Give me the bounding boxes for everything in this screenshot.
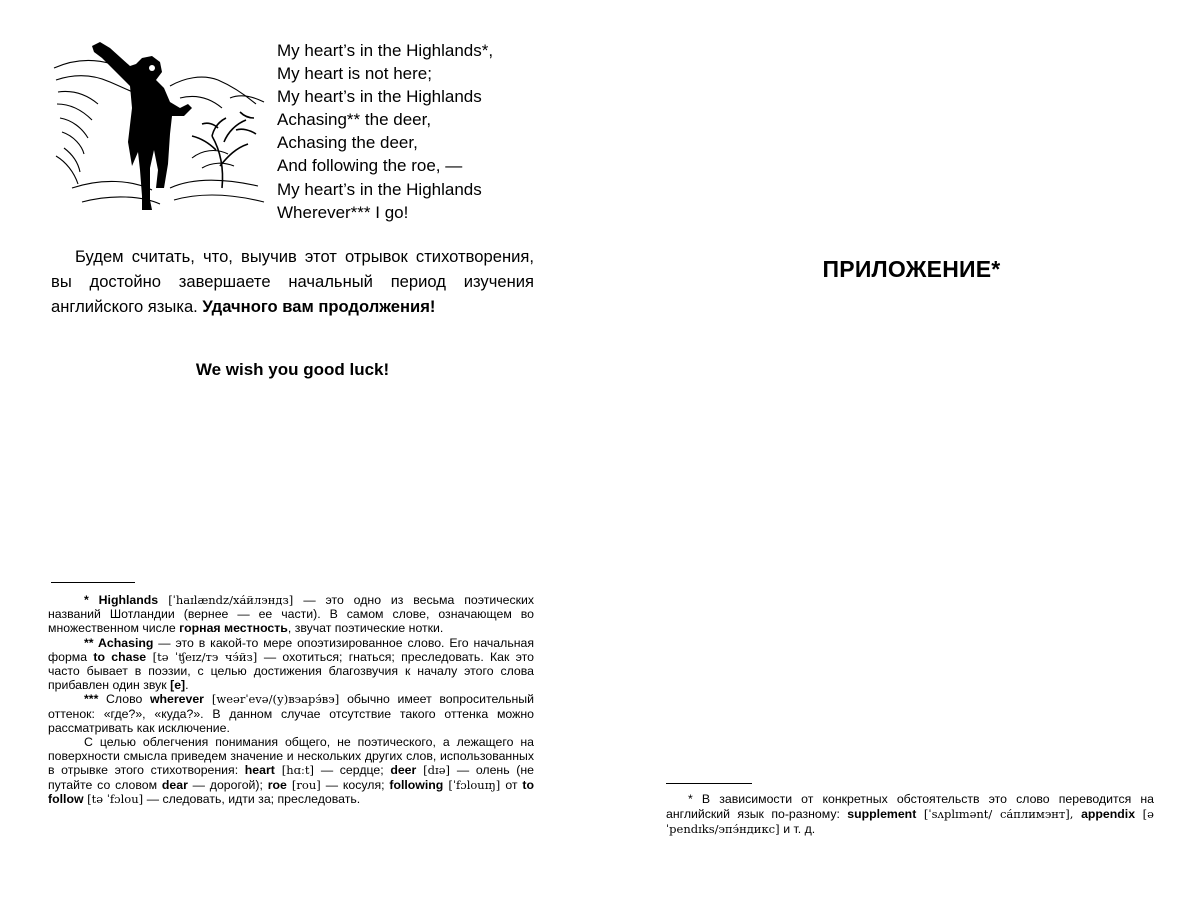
woman-in-highlands-illustration	[52, 38, 270, 213]
poem-line: Wherever*** I go!	[277, 202, 409, 222]
vocab-word: heart	[244, 763, 275, 778]
closing-paragraph	[51, 244, 534, 319]
vocab-gloss: — дорогой);	[187, 777, 268, 792]
poem-line: My heart is not here;	[277, 64, 432, 84]
footnote-text: С целью облегчения понимания общего, не поэтического, а лежащего на поверхности смысла приведем значение и нескольких других слов, использованных в отрывке этого стихотворения:	[48, 735, 534, 778]
footnote-text: — охотиться; гнаться; преследовать. Как это часто бывает в поэзии, с целью достижения благозвучия к началу этого слова прибавлен один звук	[48, 649, 534, 693]
poem-line: Achasing the deer,	[277, 133, 418, 153]
footnote-term: Achasing	[98, 635, 154, 650]
vocab-gloss: — сердце;	[320, 763, 391, 778]
footnote-wherever	[48, 692, 534, 735]
closing-paragraph-text: Будем считать, что, выучив этот отрывок стихотворения, вы достойно завершаете начальный период изучения английского языка.	[51, 247, 534, 316]
vocab-word: appendix	[1081, 807, 1136, 821]
vocab-word: deer	[390, 763, 417, 778]
footnote-text: обычно имеет вопросительный оттенок: «где?», «куда?». В данном случае отсутствие такого оттенка можно рассматривать как исключение.	[48, 692, 534, 735]
vocab-word: to follow	[48, 777, 534, 806]
footnote-term: wherever	[149, 692, 204, 707]
good-luck-heading: We wish you good luck!	[195, 360, 390, 379]
footnote-emphasis: to chase	[93, 649, 147, 664]
footnote-marker: ***	[84, 692, 107, 707]
footnote-emphasis: [e]	[170, 678, 186, 693]
footnote-marker: *	[84, 593, 99, 607]
footnote-text: — это в какой-то мере опоэтизированное слово. Его начальная форма	[48, 635, 535, 664]
appendix-title: ПРИЛОЖЕНИЕ*	[822, 256, 1001, 282]
footnote-text: Слово	[106, 692, 150, 707]
footnote-marker: **	[84, 635, 99, 650]
vocab-word: following	[389, 777, 444, 792]
transcription: [dɪə]	[416, 763, 457, 778]
vocab-word: roe	[267, 777, 287, 792]
vocab-word: supplement	[847, 807, 917, 821]
poem-line: My heart’s in the Highlands	[277, 87, 482, 107]
footnote-text: * В зависимости от конкретных обстоятельств это слово переводится на английский язык по-разному:	[666, 792, 1154, 821]
transcription: [hɑːt]	[274, 763, 321, 778]
poem-line: And following the roe, —	[277, 156, 463, 176]
closing-paragraph-bold: Удачного вам продолжения!	[202, 297, 436, 316]
poem-line: My heart’s in the Highlands*,	[277, 41, 494, 60]
footnote-text: .	[185, 678, 189, 693]
transcription: [ˈhaɪlændz/ха́йлэндз]	[158, 593, 304, 607]
transcription: [tə ˈʧeɪz/тэ чэ́йз]	[146, 649, 264, 664]
transcription: [ˈfɔlouɪŋ]	[443, 777, 506, 792]
footnote-divider	[51, 582, 135, 583]
transcription: [əˈpendɪks/эпэ́ндикс]	[666, 807, 1154, 836]
transcription: [tə ˈfɔlou]	[83, 791, 147, 806]
transcription: [ˈsʌplɪmənt/ са́плимэнт],	[916, 807, 1082, 821]
poem-line: My heart’s in the Highlands	[277, 179, 482, 199]
footnote-highlands	[48, 593, 534, 636]
footnote-divider	[666, 783, 752, 784]
footnote-text: , звучат поэтические нотки.	[287, 621, 444, 636]
footnote-text: — это одно из весьма поэтических названий Шотландии (вернее — ее части). В самом слове, означающем во множественном числе	[48, 593, 534, 636]
footnote-text: и т. д.	[783, 822, 816, 836]
footnote-achasing	[48, 636, 534, 693]
vocab-gloss: — косуля;	[325, 777, 390, 792]
footnote-appendix	[666, 792, 1154, 837]
footnotes	[48, 593, 534, 806]
right-page	[600, 0, 1200, 910]
vocab-gloss: — следовать, идти за; преследовать.	[146, 791, 361, 806]
transcription: [rou]	[286, 777, 326, 792]
footnote-emphasis: горная местность	[179, 621, 288, 636]
vocab-gloss: от	[505, 777, 523, 792]
footnote-term: Highlands	[98, 593, 159, 607]
vocab-gloss: — олень (не путайте со словом	[48, 763, 534, 792]
footnote-vocabulary	[48, 735, 534, 806]
vocab-word: dear	[161, 777, 188, 792]
poem-line: Achasing** the deer,	[277, 110, 432, 130]
poem	[277, 39, 493, 224]
transcription: [weərˈevə/(у)вэарэ́вэ]	[203, 692, 348, 707]
appendix-footnote	[666, 792, 1154, 837]
